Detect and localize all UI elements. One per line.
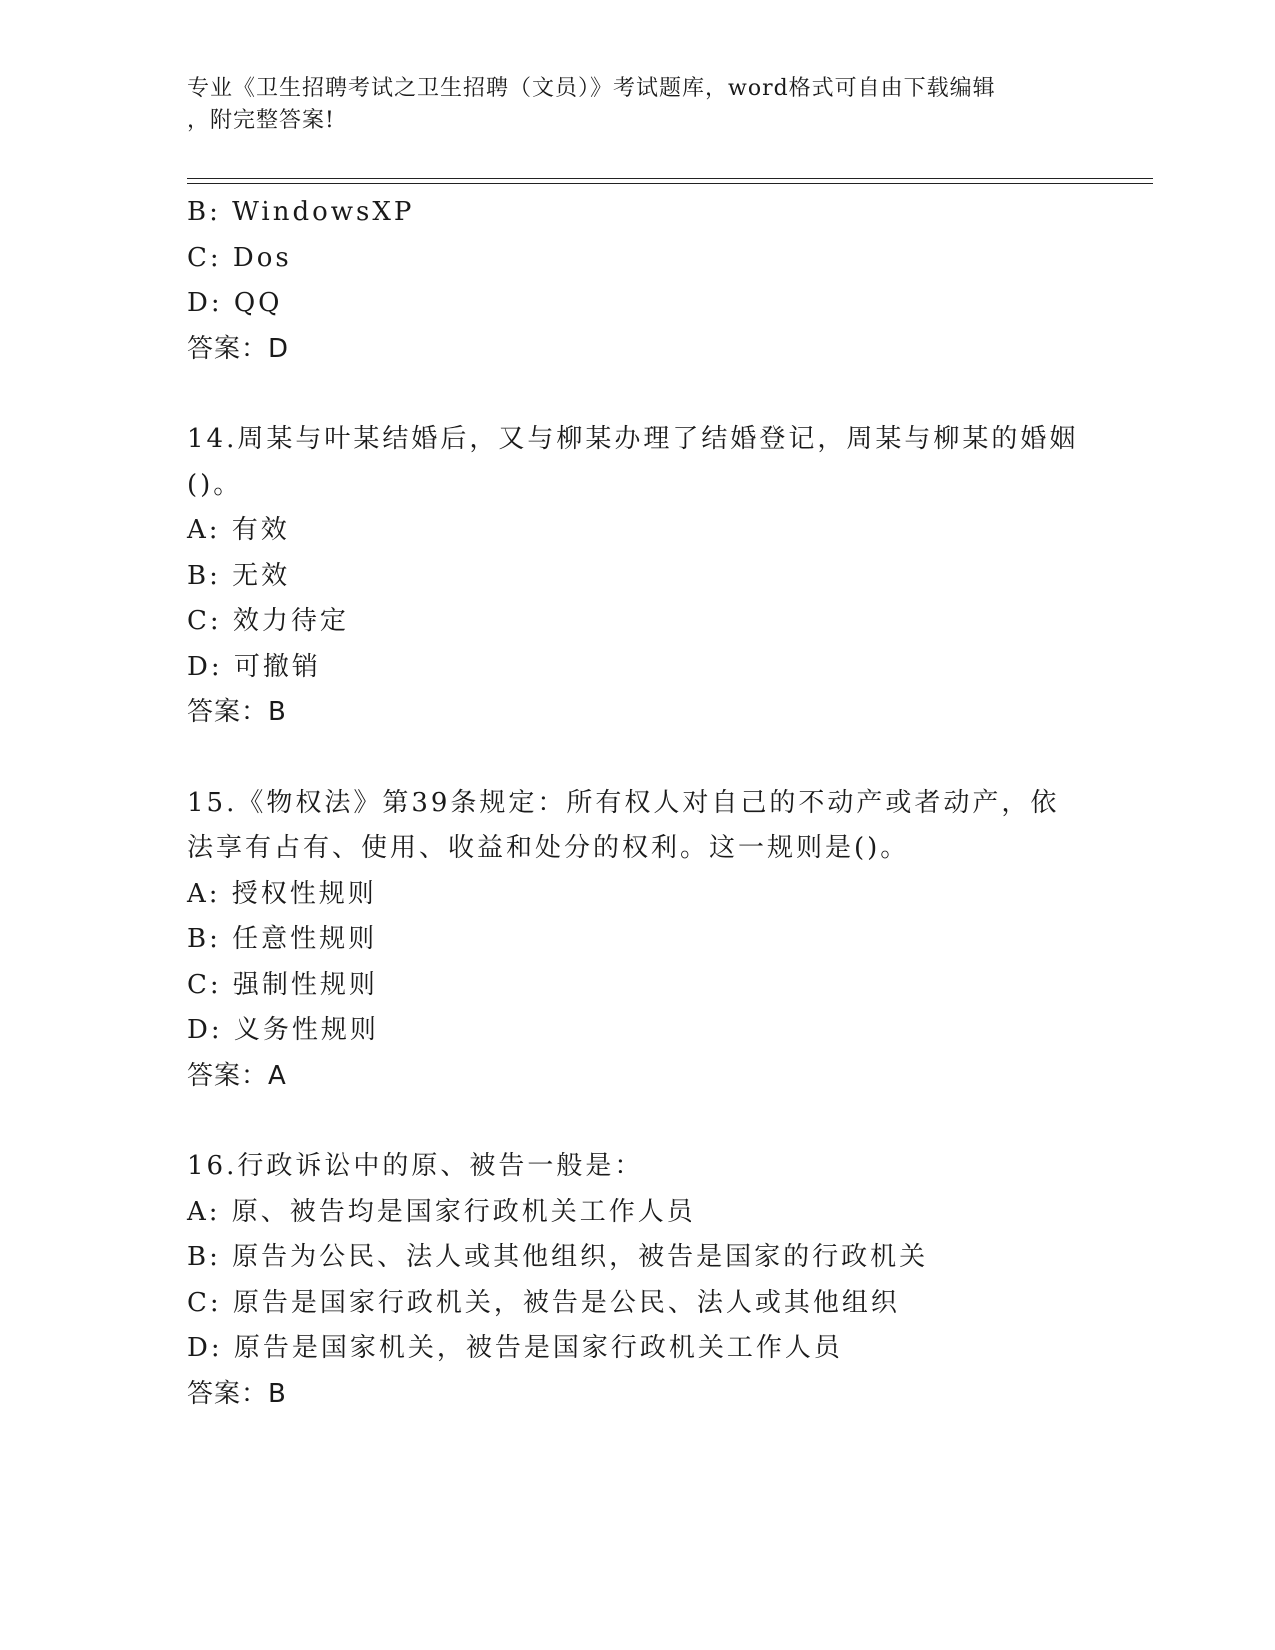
question-stem-cont: ()。: [187, 469, 243, 500]
option-b: B: 无效: [187, 560, 291, 591]
option-c: C: 原告是国家行政机关，被告是公民、法人或其他组织: [187, 1287, 900, 1318]
option-c: C: Dos: [187, 242, 292, 273]
question-stem: 14.周某与叶某结婚后，又与柳某办理了结婚登记，周某与柳某的婚姻: [187, 424, 1079, 454]
option-d: D: QQ: [187, 288, 283, 318]
option-d: D: 义务性规则: [187, 1015, 379, 1045]
option-c: C: 效力待定: [187, 606, 349, 636]
question-stem-cont: 法享有占有、使用、收益和处分的权利。这一规则是()。: [187, 833, 910, 863]
answer: 答案：D: [187, 333, 290, 364]
question-15: [187, 781, 1147, 1100]
question-stem: 16.行政诉讼中的原、被告一般是：: [187, 1151, 644, 1181]
option-a: A: 有效: [187, 515, 290, 545]
option-a: A: 原、被告均是国家行政机关工作人员: [187, 1196, 696, 1227]
option-b: B: 任意性规则: [187, 924, 378, 954]
answer: 答案：B: [187, 697, 287, 727]
question-16: [187, 1144, 1147, 1417]
answer: 答案：B: [187, 1378, 287, 1409]
option-d: D: 原告是国家机关，被告是国家行政机关工作人员: [187, 1333, 843, 1363]
option-a: A: 授权性规则: [187, 878, 377, 909]
option-c: C: 强制性规则: [187, 969, 378, 1000]
question-stem: 15.《物权法》第39条规定：所有权人对自己的不动产或者动产，依: [187, 787, 1060, 818]
page-header: [187, 73, 1087, 137]
header-line-2: ，附完整答案!: [187, 108, 335, 133]
option-d: D: 可撤销: [187, 651, 321, 682]
header-line-1: 专业《卫生招聘考试之卫生招聘（文员）》考试题库，word格式可自由下载编辑: [187, 76, 996, 101]
option-b: B: WindowsXP: [187, 197, 415, 227]
header-rule-top: [187, 178, 1153, 179]
answer: 答案：A: [187, 1060, 287, 1091]
header-rule-bottom: [187, 183, 1153, 184]
question-13-continued: [187, 190, 1147, 372]
question-14: [187, 417, 1147, 736]
question-list: [187, 190, 1147, 1417]
spacer: [187, 736, 1147, 781]
option-b: B: 原告为公民、法人或其他组织，被告是国家的行政机关: [187, 1242, 929, 1272]
spacer: [187, 1099, 1147, 1144]
spacer: [187, 372, 1147, 417]
